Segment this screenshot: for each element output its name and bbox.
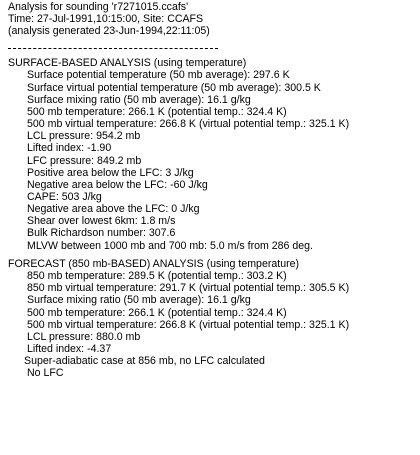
surface-line: LCL pressure: 954.2 mb [27, 130, 141, 142]
surface-line: Surface virtual potential temperature (50 mb average): 300.5 K [27, 82, 321, 94]
forecast-line: 850 mb virtual temperature: 291.7 K (virtual potential temp.: 305.5 K) [27, 282, 350, 294]
document-title: Analysis for sounding 'r7271015.ccafs' [8, 1, 189, 13]
forecast-line: 500 mb temperature: 266.1 K (potential temp.: 324.4 K) [27, 307, 287, 319]
surface-line: Lifted index: -1.90 [27, 142, 112, 154]
surface-line: Surface mixing ratio (50 mb average): 16.1 g/kg [27, 94, 251, 106]
surface-line: LFC pressure: 849.2 mb [27, 155, 142, 167]
surface-line: Positive area below the LFC: 3 J/kg [27, 167, 194, 179]
forecast-note: No LFC [27, 367, 64, 379]
header-divider [8, 48, 218, 49]
forecast-heading: FORECAST (850 mb-BASED) ANALYSIS (using temperature) [8, 258, 300, 270]
surface-heading: SURFACE-BASED ANALYSIS (using temperature) [8, 57, 247, 69]
surface-line: MLVW between 1000 mb and 700 mb: 5.0 m/s from 286 deg. [27, 240, 313, 252]
surface-line: Shear over lowest 6km: 1.8 m/s [27, 215, 176, 227]
surface-line: Bulk Richardson number: 307.6 [27, 227, 176, 239]
forecast-note: Super-adiabatic case at 856 mb, no LFC calculated [24, 355, 265, 367]
surface-line: CAPE: 503 J/kg [27, 191, 102, 203]
forecast-line: LCL pressure: 880.0 mb [27, 331, 141, 343]
surface-line: Negative area above the LFC: 0 J/kg [27, 203, 200, 215]
forecast-line: Surface mixing ratio (50 mb average): 16.1 g/kg [27, 294, 251, 306]
time-site-line: Time: 27-Jul-1991,10:15:00, Site: CCAFS [8, 13, 204, 25]
forecast-line: 850 mb temperature: 289.5 K (potential temp.: 303.2 K) [27, 270, 287, 282]
surface-line: Negative area below the LFC: -60 J/kg [27, 179, 208, 191]
forecast-line: Lifted index: -4.37 [27, 343, 112, 355]
forecast-line: 500 mb virtual temperature: 266.8 K (virtual potential temp.: 325.1 K) [27, 319, 350, 331]
generated-line: (analysis generated 23-Jun-1994,22:11:05) [8, 25, 210, 37]
surface-line: 500 mb virtual temperature: 266.8 K (virtual potential temp.: 325.1 K) [27, 118, 350, 130]
surface-line: Surface potential temperature (50 mb average): 297.6 K [27, 69, 290, 81]
surface-line: 500 mb temperature: 266.1 K (potential temp.: 324.4 K) [27, 106, 287, 118]
